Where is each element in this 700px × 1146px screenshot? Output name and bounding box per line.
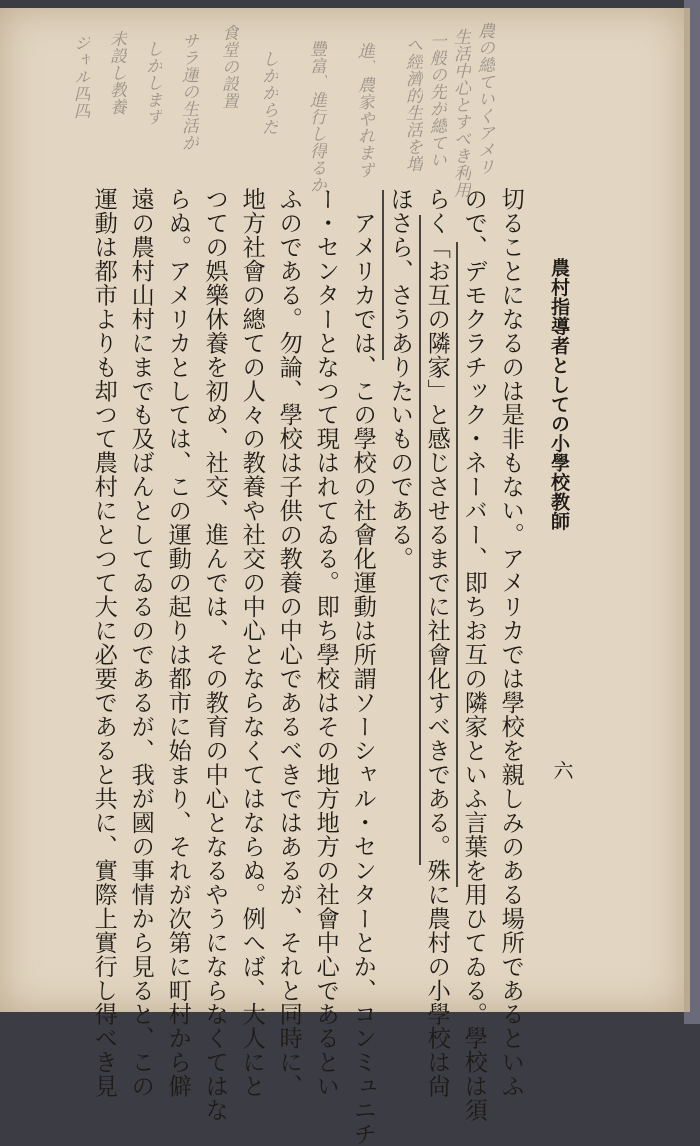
page-number: 六 bbox=[550, 760, 574, 780]
margin-note: 食堂の設置 bbox=[218, 24, 238, 109]
body-line: ほさら、さうありたいものである。 bbox=[386, 187, 414, 571]
body-line: 切ることになるのは是非もない。アメリカでは學校を親しみのある場所であるといふ bbox=[497, 187, 525, 1099]
margin-note: ジャル四四 bbox=[70, 34, 90, 119]
margin-note: 農の總ていくアメリ bbox=[474, 22, 494, 175]
underline-mark bbox=[419, 215, 421, 865]
running-title: 農村指導者としての小學校教師 bbox=[548, 258, 570, 531]
body-line: アメリカでは、この學校の社會化運動は所謂ソーシャル・センターとか、コンミュニチ bbox=[349, 187, 377, 1146]
margin-note: 生活中心とすべき利用 bbox=[450, 28, 470, 198]
margin-note: しかからだ bbox=[258, 50, 278, 135]
margin-note: 豐富、進行し得るか bbox=[306, 40, 326, 193]
body-line: 遠の農村山村にまでも及ばんとしてゐるのであるが、我が國の事情から見ると、この bbox=[127, 187, 155, 1099]
margin-note: しかしまず bbox=[142, 40, 162, 125]
margin-note: 進、農家やれまず bbox=[354, 42, 374, 178]
body-line: ー・センターとなつて現はれてゐる。即ち學校はその地方地方の社會中心であるとい bbox=[312, 187, 340, 1099]
underline-mark bbox=[382, 190, 384, 360]
body-line: ので、デモクラチック・ネーバー、即ちお互の隣家といふ言葉を用ひてゐる。學校は須 bbox=[460, 187, 488, 1123]
body-line: つての娯樂休養を初め、社交、進んでは、その教育の中心となるやうにならなくてはな bbox=[201, 187, 229, 1123]
body-line: 運動は都市よりも却つて農村にとつて大に必要であると共に、實際上實行し得べき見 bbox=[90, 187, 118, 1099]
body-line: ふのである。勿論、學校は子供の教養の中心であるべきではあるが、それと同時に、 bbox=[275, 187, 303, 1099]
underline-mark bbox=[456, 242, 458, 887]
margin-note: サラ運の生活が bbox=[178, 32, 198, 151]
margin-note: 一般の先が總てい bbox=[426, 32, 446, 168]
body-line: らく「お互の隣家」と感じさせるまでに社會化すべきである。殊に農村の小學校は尙 bbox=[423, 187, 451, 1099]
margin-note: へ經濟的生活を増 bbox=[402, 36, 422, 172]
body-line: らぬ。アメリカとしては、この運動の起りは都市に始まり、それが次第に町村から僻 bbox=[164, 187, 192, 1099]
margin-note: 未設し教養 bbox=[106, 30, 126, 115]
body-line: 地方社會の總ての人々の教養や社交の中心とならなくてはならぬ。例へば、大人にと bbox=[238, 187, 266, 1099]
